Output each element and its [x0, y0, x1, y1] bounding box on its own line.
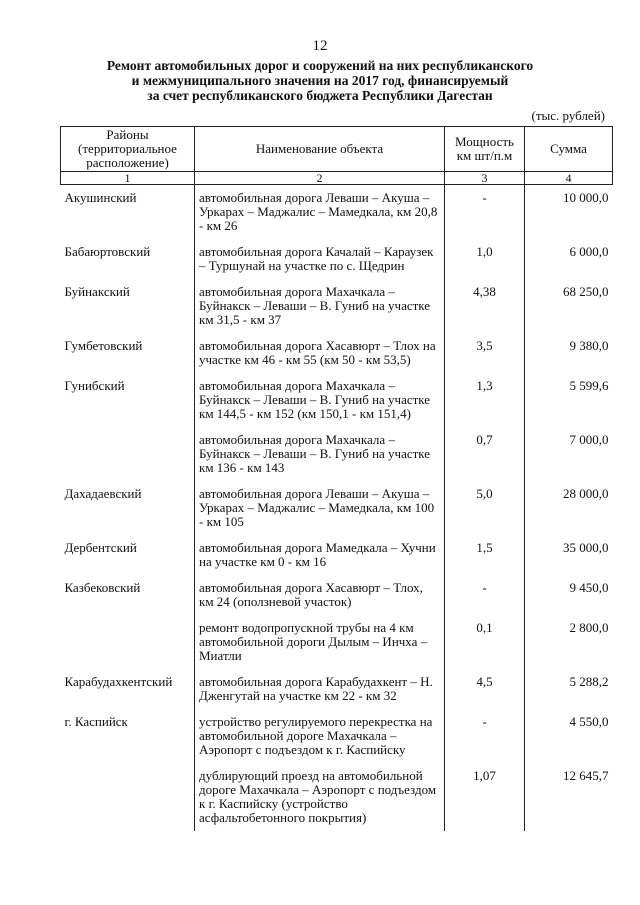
table-row [61, 763, 613, 831]
district-cell: Акушинский [64, 190, 137, 205]
district-cell [61, 427, 195, 481]
sum-cell: 9 380,0 [569, 338, 609, 353]
table-row [61, 185, 613, 240]
district-header: Районы (территориальное расположение) [61, 127, 195, 172]
sum-cell: 5 288,2 [569, 674, 609, 689]
sum-cell: 68 250,0 [563, 284, 609, 299]
capacity-cell: 1,3 [445, 373, 525, 427]
table-row [61, 279, 613, 333]
object-cell: автомобильная дорога Леваши – Акуша – Уркарах – Маджалис – Мамедкала, км 20,8 - км 26 [195, 185, 445, 240]
capacity-cell: 4,5 [445, 669, 525, 709]
district-cell: Карабудахкентский [64, 674, 173, 689]
column-number: 2 [195, 172, 445, 185]
sum-cell: 5 599,6 [569, 378, 609, 393]
capacity-cell: 0,7 [445, 427, 525, 481]
sum-cell: 28 000,0 [563, 486, 609, 501]
object-cell: автомобильная дорога Хасавюрт – Тлох, км 24 (оползневой участок) [195, 575, 445, 615]
capacity-cell: - [445, 575, 525, 615]
table-row [61, 333, 613, 373]
table-row [61, 373, 613, 427]
capacity-cell: 1,07 [445, 763, 525, 831]
column-number: 1 [61, 172, 195, 185]
table-row [61, 575, 613, 615]
object-cell: автомобильная дорога Карабудахкент – Н. Дженгутай на участке км 22 - км 32 [195, 669, 445, 709]
object-cell: дублирующий проезд на автомобильной дороге Махачкала – Аэропорт с подъездом к г. Каспийску (устройство асфальтобетонного покрытия) [195, 763, 445, 831]
capacity-cell: - [445, 185, 525, 240]
capacity-cell: - [445, 709, 525, 763]
sum-cell: 12 645,7 [563, 768, 609, 783]
object-cell: автомобильная дорога Качалай – Караузек – Туршунай на участке по с. Щедрин [195, 239, 445, 279]
capacity-cell: 3,5 [445, 333, 525, 373]
capacity-cell: 1,0 [445, 239, 525, 279]
sum-cell: 9 450,0 [569, 580, 609, 595]
column-number-row [61, 172, 613, 185]
object-cell: устройство регулируемого перекрестка на автомобильной дороге Махачкала – Аэропорт с подъездом к г. Каспийску [195, 709, 445, 763]
title-line: и межмуниципального значения на 2017 год, финансируемый [131, 73, 509, 88]
sum-cell: 10 000,0 [563, 190, 609, 205]
object-cell: автомобильная дорога Леваши – Акуша – Уркарах – Маджалис – Мамедкала, км 100 - км 105 [195, 481, 445, 535]
district-cell: Бабаюртовский [64, 244, 151, 259]
district-cell [61, 615, 195, 669]
table-row [61, 239, 613, 279]
district-cell: Дербентский [64, 540, 137, 555]
district-cell: г. Каспийск [64, 714, 128, 729]
table-row [61, 427, 613, 481]
object-cell: автомобильная дорога Махачкала – Буйнакск – Леваши – В. Гуниб на участке км 31,5 - км 37 [195, 279, 445, 333]
capacity-cell: 1,5 [445, 535, 525, 575]
table-row [61, 709, 613, 763]
capacity-header: Мощность км шт/п.м [445, 127, 525, 172]
district-cell: Казбековский [64, 580, 141, 595]
sum-cell: 7 000,0 [569, 432, 609, 447]
capacity-cell: 5,0 [445, 481, 525, 535]
sum-cell: 6 000,0 [569, 244, 609, 259]
column-number: 3 [445, 172, 525, 185]
object-cell: автомобильная дорога Мамедкала – Хучни на участке км 0 - км 16 [195, 535, 445, 575]
capacity-cell: 4,38 [445, 279, 525, 333]
roads-table [60, 126, 613, 831]
district-cell: Гумбетовский [64, 338, 143, 353]
object-cell: автомобильная дорога Хасавюрт – Тлох на участке км 46 - км 55 (км 50 - км 53,5) [195, 333, 445, 373]
table-row [61, 669, 613, 709]
table-row [61, 481, 613, 535]
sum-header: Сумма [525, 127, 613, 172]
table-row [61, 615, 613, 669]
column-number: 4 [525, 172, 613, 185]
page-number: 12 [312, 38, 328, 54]
object-cell: автомобильная дорога Махачкала – Буйнакск – Леваши – В. Гуниб на участке км 144,5 - км 152 (км 150,1 - км 151,4) [195, 373, 445, 427]
object-cell: ремонт водопропускной трубы на 4 км автомобильной дороги Дылым – Инчха – Миатли [195, 615, 445, 669]
district-cell [61, 763, 195, 831]
table-row [61, 535, 613, 575]
district-cell: Буйнакский [64, 284, 130, 299]
units-note: (тыс. рублей) [531, 108, 605, 123]
sum-cell: 4 550,0 [569, 714, 609, 729]
document-title [60, 58, 580, 103]
sum-cell: 35 000,0 [563, 540, 609, 555]
district-cell: Дахадаевский [64, 486, 142, 501]
object-cell: автомобильная дорога Махачкала – Буйнакск – Леваши – В. Гуниб на участке км 136 - км 143 [195, 427, 445, 481]
title-line: Ремонт автомобильных дорог и сооружений на них республиканского [106, 58, 534, 73]
capacity-cell: 0,1 [445, 615, 525, 669]
title-line: за счет республиканского бюджета Республики Дагестан [147, 88, 493, 103]
sum-cell: 2 800,0 [569, 620, 609, 635]
header-row [61, 127, 613, 172]
object-header: Наименование объекта [195, 127, 445, 172]
district-cell: Гунибский [64, 378, 125, 393]
